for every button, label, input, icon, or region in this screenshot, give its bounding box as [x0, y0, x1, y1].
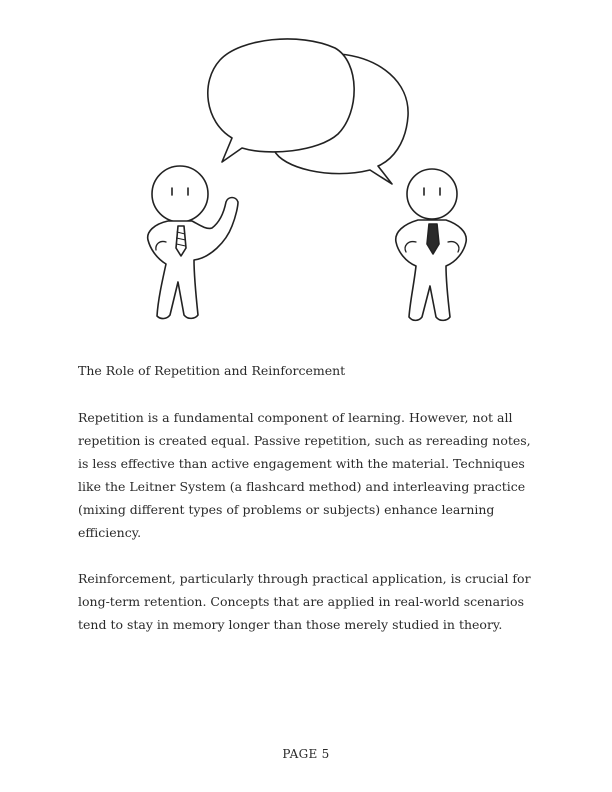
person-left: [148, 166, 238, 319]
page-number: PAGE 5: [282, 747, 330, 761]
section-heading: The Role of Repetition and Reinforcement: [78, 363, 346, 378]
person-right-head: [407, 169, 457, 219]
person-left-tie: [176, 226, 186, 256]
conversation-illustration: [0, 0, 612, 340]
person-right: [396, 169, 467, 320]
paragraph-reinforcement: Reinforcement, particularly through practical application, is crucial for long-term retention. Concepts that are applied in real-world scenarios tend to stay in memory longer than those merely studied in theory.: [78, 571, 531, 632]
person-left-head: [152, 166, 208, 222]
paragraph-repetition: Repetition is a fundamental component of learning. However, not all repetition is created equal. Passive repetition, such as rereading notes, is less effective than active engagement with the material. Techniques like the Leitner System (a flashcard method) and interleaving practice (mixing different types of problems or subjects) enhance learning efficiency.: [78, 410, 531, 540]
